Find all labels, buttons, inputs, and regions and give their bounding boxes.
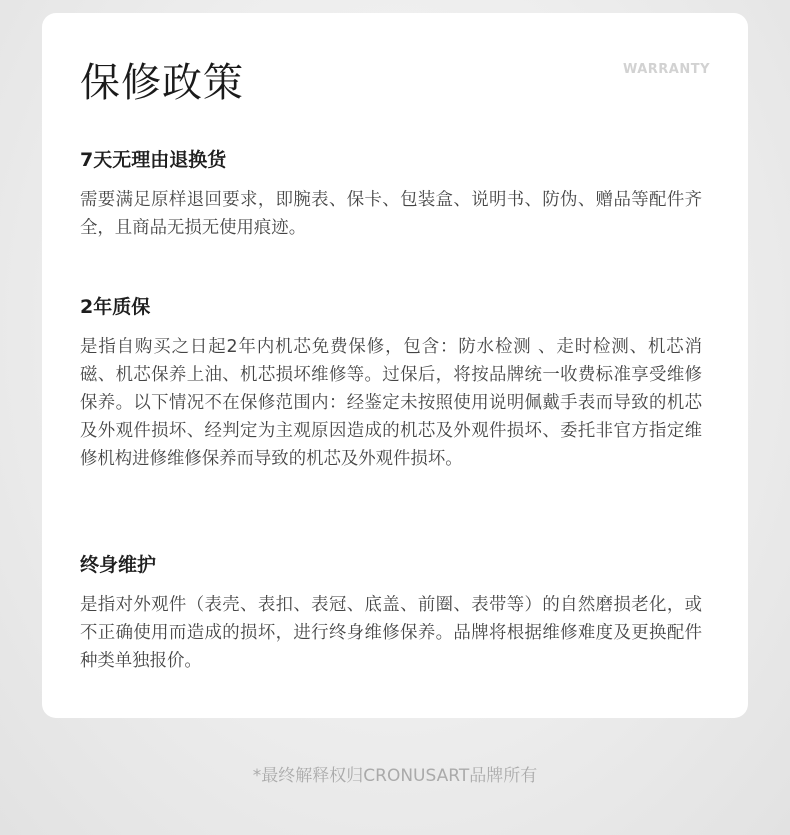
section-return-policy (80, 148, 702, 242)
section-body: 需要满足原样退回要求，即腕表、保卡、包装盒、说明书、防伪、赠品等配件齐全，且商品无损无使用痕迹。 (80, 190, 702, 238)
warranty-card (42, 13, 748, 718)
section-lifetime-maintenance (80, 553, 702, 675)
section-heading: 7天无理由退换货 (80, 149, 227, 171)
section-heading: 2年质保 (80, 296, 151, 318)
footer-note: *最终解释权归CRONUSART品牌所有 (252, 766, 538, 786)
section-two-year-warranty (80, 295, 702, 473)
page-title: 保修政策 (80, 60, 244, 106)
section-heading: 终身维护 (80, 554, 157, 576)
warranty-tag: WARRANTY (622, 62, 710, 77)
section-body: 是指对外观件（表壳、表扣、表冠、底盖、前圈、表带等）的自然磨损老化，或不正确使用而造成的损坏，进行终身维修保养。品牌将根据维修难度及更换配件种类单独报价。 (80, 595, 702, 671)
section-body: 是指自购买之日起2年内机芯免费保修，包含：防水检测 、走时检测、机芯消磁、机芯保养上油、机芯损坏维修等。过保后，将按品牌统一收费标准享受维修保养。以下情况不在保修范围内：经鉴定未按照使用说明佩戴手表而导致的机芯及外观件损坏、经判定为主观原因造成的机芯及外观件损坏、委托非官方指定维修机构进修维修保养而导致的机芯及外观件损坏。 (80, 337, 702, 469)
